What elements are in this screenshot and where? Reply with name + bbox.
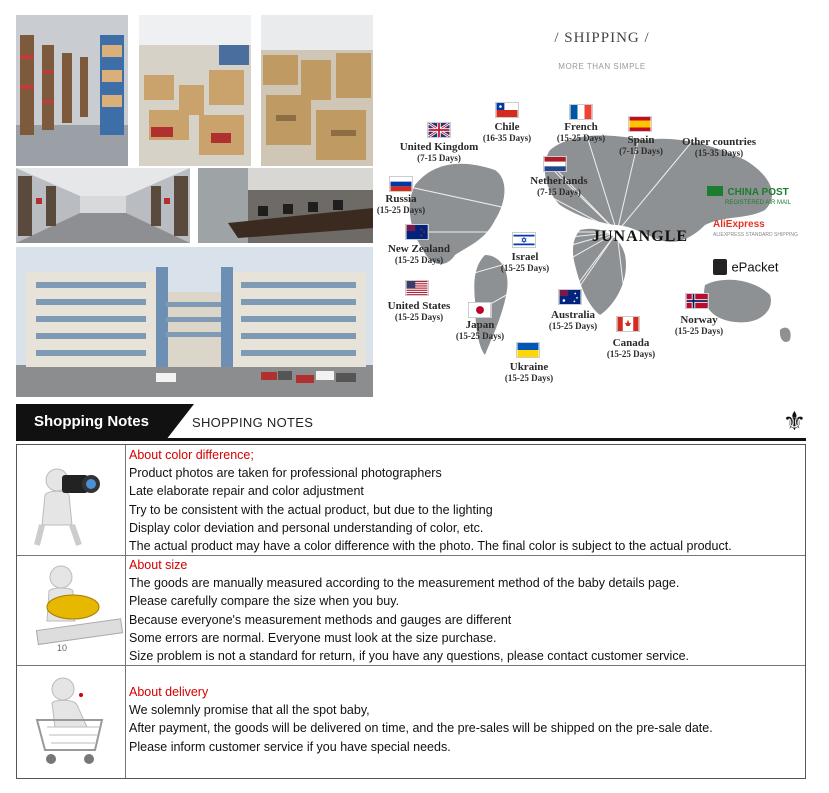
office-corridor-photo xyxy=(16,168,190,243)
china-post-logo: CHINA POST REGISTERED AIR MAIL xyxy=(707,182,827,206)
spain-flag-icon xyxy=(628,116,652,132)
country-ukraine: Ukraine (15-25 Days) xyxy=(504,361,554,383)
country-chile: Chile (16-35 Days) xyxy=(482,121,532,143)
country-australia: Australia (15-25 Days) xyxy=(548,309,598,331)
note-row-size xyxy=(17,555,805,666)
canada-flag-icon xyxy=(616,316,640,332)
camera-figure-icon xyxy=(17,445,126,555)
france-flag-icon xyxy=(569,104,593,120)
country-uk: United Kingdom (7-15 Days) xyxy=(399,141,479,163)
shipping-subtitle: MORE THAN SIMPLE xyxy=(558,62,646,71)
country-other: Other countries (15-35 Days) xyxy=(681,136,757,158)
note-text-size: About size The goods are manually measured according to the measurement method of the baby details page. Please carefully compare the size when you buy. Because everyone's measurement methods and gauges are different Some errors are normal. Everyone must look at the size purchase. Size problem is not a standard for return, if you have any questions, please contact customer service. xyxy=(129,558,690,664)
brand-name: JUNANGLE xyxy=(592,228,689,245)
warehouse-photo-1 xyxy=(16,15,128,166)
usa-flag-icon xyxy=(405,280,429,296)
australia-flag-icon xyxy=(558,289,582,305)
israel-flag-icon xyxy=(512,232,536,248)
shopping-notes-table xyxy=(16,444,806,779)
shopping-notes-label: Shopping Notes xyxy=(16,404,166,440)
country-france: French (15-25 Days) xyxy=(556,121,606,143)
norway-flag-icon xyxy=(685,293,709,309)
warehouse-photo-3 xyxy=(261,15,373,166)
shopping-notes-title: SHOPPING NOTES xyxy=(192,415,314,430)
uk-flag-icon xyxy=(427,122,451,138)
chile-flag-icon xyxy=(495,102,519,118)
fleur-de-lis-icon: ⚜ xyxy=(782,406,806,436)
epacket-icon xyxy=(713,259,727,275)
warehouse-photo-2 xyxy=(139,15,251,166)
shopping-cart-figure-icon xyxy=(17,665,126,778)
note-row-delivery xyxy=(17,665,805,778)
note-text-color: About color difference; Product photos are taken for professional photographers Late elaborate repair and color adjustment Try to be consistent with the actual product, but due to the lighting Display color deviation and personal understanding of color, etc. The actual product may have a color difference with the photo. The final color is subject to the actual product. xyxy=(129,448,732,554)
epacket-logo: ePacket xyxy=(713,258,813,276)
shopping-notes-header xyxy=(16,404,806,440)
country-spain: Spain (7-15 Days) xyxy=(619,134,663,156)
country-netherlands: Netherlands (7-15 Days) xyxy=(530,175,588,197)
shipping-panel xyxy=(375,10,829,400)
header-wedge xyxy=(166,404,194,440)
country-canada: Canada (15-25 Days) xyxy=(606,337,656,359)
russia-flag-icon xyxy=(389,176,413,192)
meeting-room-photo xyxy=(198,168,373,243)
china-post-icon xyxy=(707,186,723,196)
svg-text:10: 10 xyxy=(57,643,68,653)
shipping-title: / SHIPPING / xyxy=(554,30,650,46)
country-japan: Japan (15-25 Days) xyxy=(455,319,505,341)
country-russia: Russia (15-25 Days) xyxy=(376,193,426,215)
country-norway: Norway (15-25 Days) xyxy=(674,314,724,336)
new-zealand-flag-icon xyxy=(405,224,429,240)
note-text-delivery: About delivery We solemnly promise that all the spot baby, After payment, the goods will be delivered on time, and the pre-sales will be shipped on the pre-sale date. Please inform customer service if you have special needs. xyxy=(129,685,713,754)
ukraine-flag-icon xyxy=(516,342,540,358)
header-divider xyxy=(16,438,806,441)
country-usa: United States (15-25 Days) xyxy=(387,300,451,322)
country-israel: Israel (15-25 Days) xyxy=(500,251,550,273)
office-building-photo xyxy=(16,247,373,397)
note-row-color xyxy=(17,445,805,556)
aliexpress-logo: AliExpress ALIEXPRESS STANDARD SHIPPING xyxy=(713,219,798,238)
country-new-zealand: New Zealand (15-25 Days) xyxy=(387,243,451,265)
tape-measure-figure-icon xyxy=(17,555,126,665)
japan-flag-icon xyxy=(468,302,492,318)
netherlands-flag-icon xyxy=(543,156,567,172)
